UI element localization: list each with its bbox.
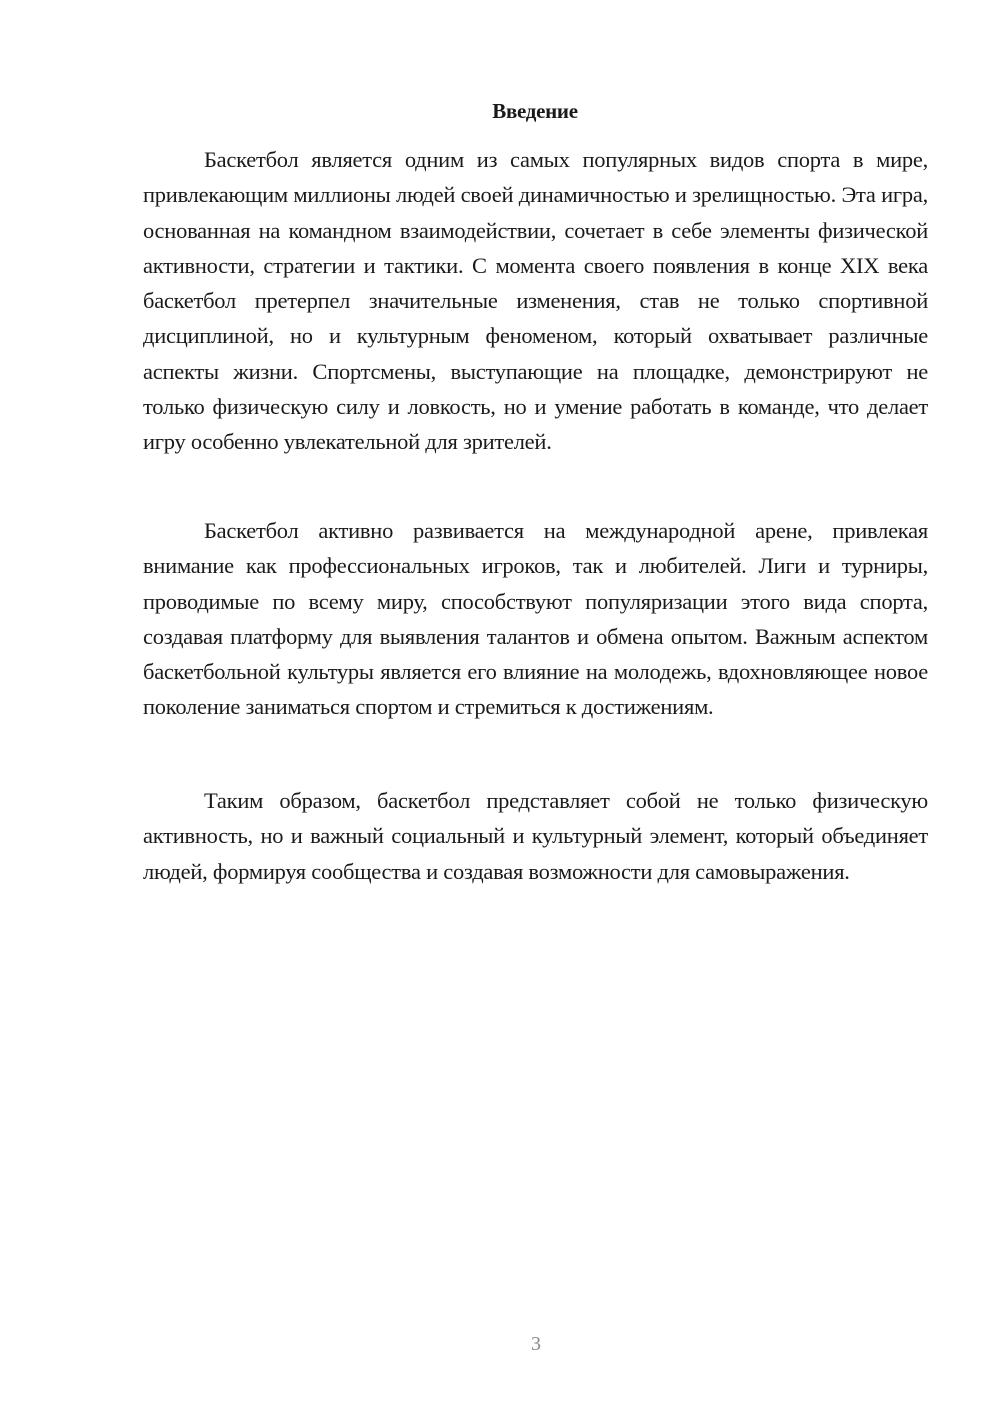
section-title: Введение [492, 99, 578, 123]
page-number: 3 [531, 1333, 541, 1355]
paragraph-3: Таким образом, баскетбол представляет собой не только физическую активность, но и важный социальный и культурный элемент, который объединяет людей, формируя сообщества и создавая возможности для самовыражения. [143, 788, 928, 884]
paragraph-1: Баскетбол является одним из самых популярных видов спорта в мире, привлекающим миллионы людей своей динамичностью и зрелищностью. Эта игра, основанная на командном взаимодействии, сочетает в себе элементы физической активности, стратегии и тактики. С момента своего появления в конце XIX века баскетбол претерпел значительные изменения, став не только спортивной дисциплиной, но и культурным феноменом, который охватывает различные аспекты жизни. Спортсмены, выступающие на площадке, демонстрируют не только физическую силу и ловкость, но и умение работать в команде, что делает игру особенно увлекательной для зрителей. [143, 147, 928, 455]
paragraph-2: Баскетбол активно развивается на международной арене, привлекая внимание как профессиональных игроков, так и любителей. Лиги и турниры, проводимые по всему миру, способствуют популяризации этого вида спорта, создавая платформу для выявления талантов и обмена опытом. Важным аспектом баскетбольной культуры является его влияние на молодежь, вдохновляющее новое поколение заниматься спортом и стремиться к достижениям. [143, 518, 928, 720]
